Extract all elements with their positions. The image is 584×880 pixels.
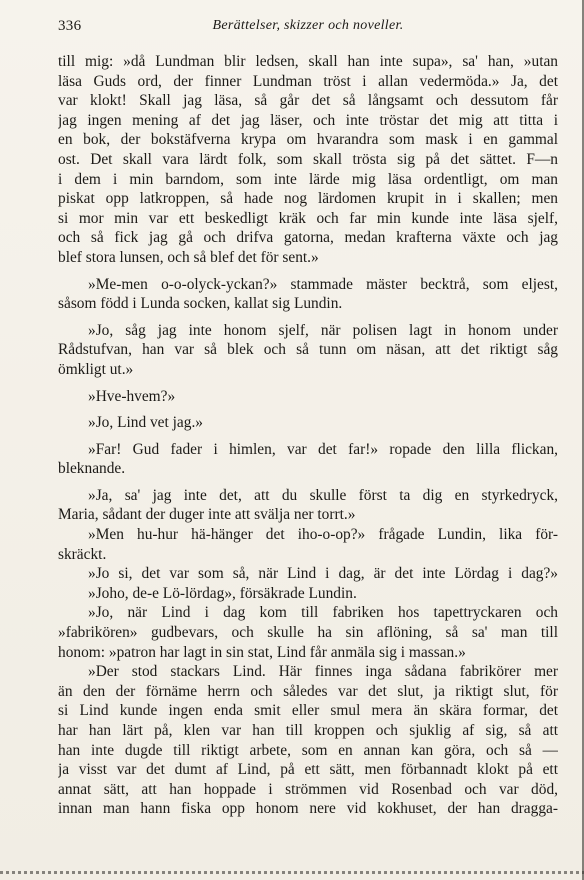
- page-number: 336: [58, 18, 82, 34]
- text-line: piskat opp latkroppen, så hade nog lärdomen krupit in i skallen; men: [58, 190, 558, 208]
- text-line: ömkligt ut.»: [58, 360, 134, 378]
- text-line: »Ja, sa' jag inte det, att du skulle först ta dig en styrkedryck,: [88, 486, 558, 504]
- text-line: såsom född i Lunda socken, kallat sig Lundin.: [58, 295, 343, 313]
- text-line: blef stora lunsen, och så blef det för sent.»: [58, 248, 319, 266]
- text-line: han inte dugde till riktigt arbete, som en annan kan göra, och så —: [58, 741, 558, 759]
- text-line: Maria, sådant der duger inte att svälja ner torrt.»: [58, 506, 356, 524]
- text-line: »Jo, Lind vet jag.»: [88, 414, 203, 432]
- text-line: annat sätt, att han hoppade i strömmen vid Rosenbad och var död,: [58, 780, 558, 798]
- text-line: i dem i min barndom, som inte lärde mig läsa ordentligt, om man: [58, 170, 558, 188]
- text-line: Rådstufvan, han var så blek och så tunn om näsan, att det riktigt såg: [58, 341, 558, 359]
- text-line: var klokt! Skall jag läsa, så går det så långsamt och dessutom får: [58, 92, 558, 110]
- text-line: skräckt.: [58, 545, 107, 563]
- text-line: och så fick jag gå och drifva gatorna, medan krafterna växte och jag: [58, 229, 558, 247]
- text-line: innan man hann fiska opp honom nere vid kokhuset, der han dragga-: [58, 800, 558, 818]
- text-line: »Jo, när Lind i dag kom till fabriken hos tapettryckaren och: [88, 604, 558, 622]
- text-line: ja visst var det dumt af Lind, på ett sätt, men förbannadt klokt på ett: [58, 761, 558, 779]
- text-line: »Men hu-hur hä-hänger det iho-o-op?» frågade Lundin, lika för-: [88, 526, 558, 544]
- text-line: »Far! Gud fader i himlen, var det far!» ropade den lilla flickan,: [88, 440, 558, 458]
- text-line: »Hve-hvem?»: [88, 387, 176, 405]
- text-line: honom: »patron har lagt in sin stat, Lind får anmäla sig i massan.»: [58, 643, 466, 661]
- text-line: har han lärt på, klen var han till kroppen och sjuklig af sig, så att: [58, 722, 558, 739]
- page-bottom-edge: [0, 871, 584, 874]
- text-line: »fabrikören» gudbevars, och skulle ha sin aflöning, så sa' man till: [58, 624, 558, 642]
- running-title: Berättelser, skizzer och noveller.: [212, 18, 404, 33]
- text-line: si mor min var ett beskedligt kräk och far min kunde inte läsa sjelf,: [58, 209, 558, 227]
- text-line: »Joho, de-e Lö-lördag», försäkrade Lundin.: [88, 584, 357, 602]
- text-line: ost. Det skall vara lärdt folk, som skall trösta sig på det sättet. F—n: [58, 150, 558, 168]
- text-line: »Jo si, det var som så, när Lind i dag, är det inte Lördag i dag?»: [88, 565, 558, 583]
- text-line: jag ingen mening af det jag läser, och inte tröstar det mig att titta i: [58, 111, 558, 129]
- text-line: läsa Guds ord, der finner Lundman tröst i allan vedermöda.» Ja, det: [58, 72, 558, 90]
- page-header: [58, 18, 558, 40]
- text-line: »Jo, såg jag inte honom sjelf, när polisen lagt in honom under: [88, 321, 558, 339]
- text-line: si Lind kunde ingen enda smit eller smul mera än skära formar, det: [58, 702, 558, 720]
- text-line: »Me-men o-o-olyck-yckan?» stammade mäster becktrå, som eljest,: [88, 275, 558, 293]
- text-line: »Der stod stackars Lind. Här finnes inga sådana fabrikörer mer: [88, 663, 558, 681]
- text-line: en bok, der bokstäfverna krypa om hvarandra som mask i en gammal: [58, 131, 558, 149]
- text-line: än den der förnäme herrn och således var det slut, ja riktigt slut, för: [58, 682, 558, 700]
- body-text: [58, 52, 558, 819]
- text-line: till mig: »då Lundman blir ledsen, skall han inte supa», sa' han, »utan: [58, 53, 558, 70]
- text-line: bleknande.: [58, 460, 126, 478]
